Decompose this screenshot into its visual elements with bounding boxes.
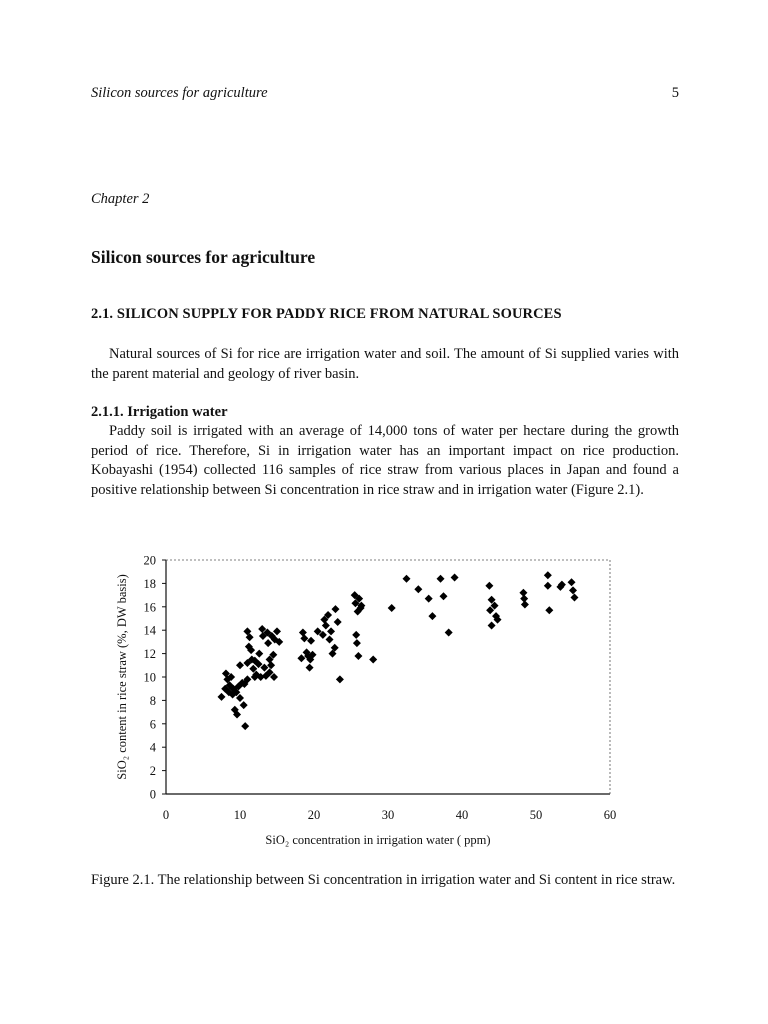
- data-point: [307, 637, 315, 645]
- data-point: [267, 661, 275, 669]
- subsection-paragraph: [91, 422, 679, 500]
- data-point: [488, 622, 496, 630]
- data-points: [218, 571, 579, 730]
- data-point: [485, 582, 493, 590]
- x-tick-label: 60: [603, 808, 617, 822]
- x-axis-label: SiO₂ concentration in irrigation water ( ppm): [265, 833, 491, 847]
- y-tick-label: 12: [143, 647, 156, 662]
- subsection-paragraph-text: Paddy soil is irrigated with an average of 14,000 tons of water per hectare during the growth period of rice. Therefore, Si in irrigation water has an important impact on rice production. Kobayashi (1954) collected 116 samples of rice straw from various places in Japan and found a positive relationship between Si concentration in rice straw and in irrigation water (Figure 2.1).: [91, 423, 679, 498]
- section-heading: 2.1. SILICON SUPPLY FOR PADDY RICE FROM NATURAL SOURCES: [91, 306, 562, 322]
- data-point: [544, 571, 552, 579]
- y-tick-label: 4: [149, 740, 156, 755]
- data-point: [428, 612, 436, 620]
- figure-caption: Figure 2.1. The relationship between Si concentration in irrigation water and Si content in rice straw.: [91, 872, 676, 888]
- chapter-title: Silicon sources for agriculture: [91, 247, 316, 267]
- y-axis: [144, 554, 167, 802]
- y-tick-label: 10: [143, 670, 156, 685]
- running-head: [91, 85, 679, 105]
- y-tick-label: 18: [143, 576, 156, 591]
- x-tick-label: 40: [455, 808, 469, 822]
- y-axis-label: SiO₂ content in rice straw (%, DW basis): [115, 574, 129, 780]
- y-tick-label: 2: [149, 764, 156, 779]
- x-tick-label: 20: [307, 808, 321, 822]
- data-point: [544, 582, 552, 590]
- y-tick-label: 20: [143, 553, 156, 568]
- data-point: [354, 652, 362, 660]
- data-point: [327, 627, 335, 635]
- section-paragraph: [91, 345, 679, 384]
- y-tick-label: 8: [149, 693, 156, 708]
- data-point: [403, 575, 411, 583]
- data-point: [451, 574, 459, 582]
- y-tick-label: 0: [149, 787, 156, 802]
- data-point: [255, 650, 263, 658]
- chapter-label: Chapter 2: [91, 191, 150, 207]
- data-point: [568, 578, 576, 586]
- data-point: [414, 585, 422, 593]
- section-paragraph-text: Natural sources of Si for rice are irrigation water and soil. The amount of Si supplied varies with the parent material and geology of river basin.: [91, 346, 679, 382]
- data-point: [331, 605, 339, 613]
- data-point: [369, 655, 377, 663]
- data-point: [299, 629, 307, 637]
- data-point: [326, 636, 334, 644]
- x-tick-label: 0: [162, 808, 170, 822]
- data-point: [521, 600, 529, 608]
- y-tick-label: 14: [143, 623, 156, 638]
- data-point: [334, 618, 342, 626]
- data-point: [218, 693, 226, 701]
- x-tick-label: 30: [381, 808, 395, 822]
- data-point: [352, 631, 360, 639]
- x-tick-label: 50: [529, 808, 543, 822]
- data-point: [388, 604, 396, 612]
- data-point: [264, 639, 272, 647]
- data-point: [273, 627, 281, 635]
- data-point: [437, 575, 445, 583]
- subsection-heading: 2.1.1. Irrigation water: [91, 404, 228, 420]
- data-point: [353, 639, 361, 647]
- data-point: [300, 634, 308, 642]
- data-point: [236, 661, 244, 669]
- page-number: 5: [671, 85, 679, 101]
- data-point: [322, 622, 330, 630]
- running-head-title: Silicon sources for agriculture: [91, 85, 268, 101]
- data-point: [440, 592, 448, 600]
- data-point: [336, 675, 344, 683]
- data-point: [545, 606, 553, 614]
- data-point: [297, 654, 305, 662]
- y-tick-label: 6: [149, 717, 156, 732]
- data-point: [425, 595, 433, 603]
- data-point: [241, 722, 249, 730]
- scatter-chart: [100, 548, 640, 858]
- data-point: [240, 701, 248, 709]
- x-axis: [163, 808, 616, 822]
- data-point: [306, 664, 314, 672]
- data-point: [570, 593, 578, 601]
- data-point: [569, 586, 577, 594]
- x-tick-label: 10: [233, 808, 247, 822]
- y-tick-label: 16: [143, 600, 156, 615]
- data-point: [445, 629, 453, 637]
